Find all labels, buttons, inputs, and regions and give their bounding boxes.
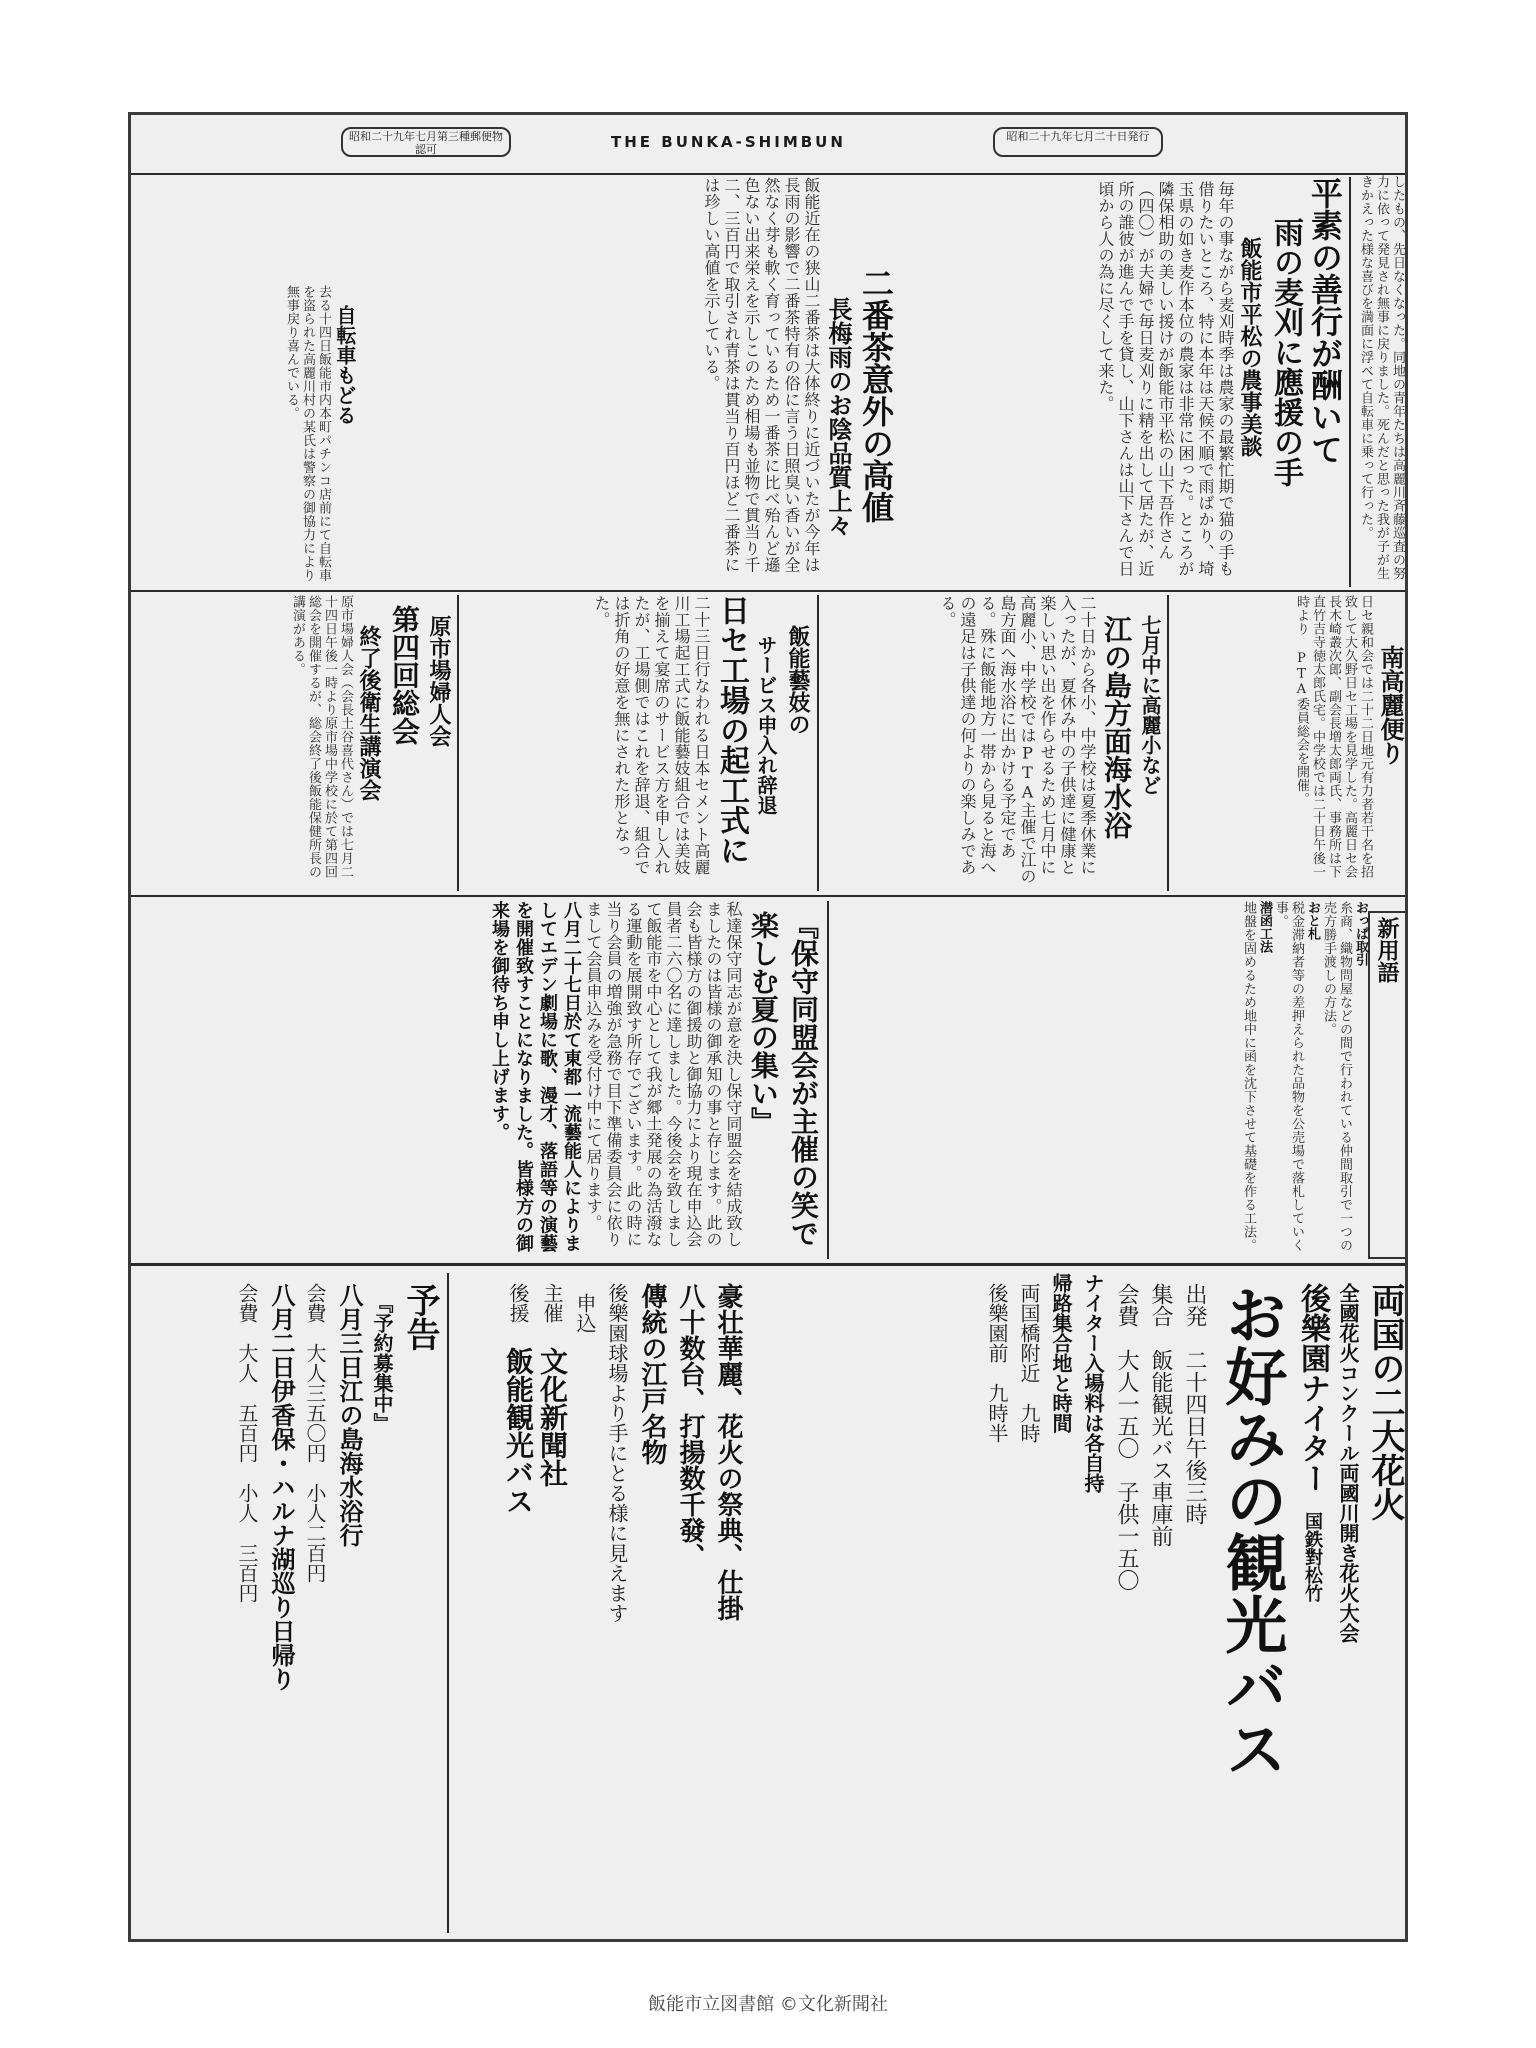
headline-sub: 七月中に高麗小など xyxy=(1138,615,1162,795)
article-body: 二十三日行なわれる日本セメント高麗川工場起工式に飯能藝妓組合では美妓を揃えて宴席のサービス方を申し入れたが、工場側ではこれを辞退、組合では折角の好意を無にされた形となった。 xyxy=(592,595,711,876)
gather-label: 集合 xyxy=(1148,1283,1173,1327)
article-a5 xyxy=(821,595,1165,891)
article-a7 xyxy=(139,595,455,891)
departure-value: 二十四日午後三時 xyxy=(1182,1349,1207,1525)
headline-org: 原市場婦人会 xyxy=(426,615,452,747)
masthead-left-box: 昭和二十九年七月第三種郵便物認可 xyxy=(341,127,511,157)
highlight-1: 豪壮華麗、花火の祭典、仕掛 xyxy=(713,1283,743,1621)
headline-pre: 飯能藝妓の xyxy=(785,625,811,735)
headline-sub: 雨の麦刈に應援の手 xyxy=(1268,217,1303,487)
ad-notice xyxy=(139,1273,443,1933)
sponsor-row xyxy=(535,1283,569,1933)
column-rule xyxy=(1167,595,1169,891)
article-a2 xyxy=(361,177,897,587)
ad-subline: 全國花火コンクール両國川開き花火大会 xyxy=(1336,1283,1360,1643)
headline-sub: 長梅雨のお陰品質上々 xyxy=(824,297,853,537)
term-1: おっぱ取引 xyxy=(1353,901,1368,966)
support-name: 飯能観光バス xyxy=(502,1347,535,1515)
fee-value: 大人一五〇 子供一五〇 xyxy=(1114,1349,1139,1591)
section-rule xyxy=(131,590,1408,592)
tour-fee-1: 会費 大人三五〇円 小人二百円 xyxy=(303,1283,327,1583)
masthead xyxy=(131,115,1405,175)
article-body: 私達保守同志が意を決し保守同盟会を結成致しましたのは皆様の御承知の事と存じます。此の会も皆様方の御援助と御協力により現在申込会員者二六〇名に達しました。今後会を致しまして飯能市を中心として我が郷土発展の為活潑なる運動を展開致す所存でございます。此の時に当り会員の増強が急務で目下準備委員会に依りまして会員申込みを受付け中にて居ります。 xyxy=(584,901,743,1248)
headline-main: 二番茶意外の高値 xyxy=(857,267,895,523)
tour-line-2: 八月二日伊香保・ハルナ湖巡り日帰り xyxy=(267,1283,296,1691)
gather-value: 飯能観光バス車庫前 xyxy=(1148,1349,1173,1547)
sponsor-name: 文化新聞社 xyxy=(536,1347,569,1487)
column-rule xyxy=(447,1273,449,1933)
article-body: 飯能近在の狭山二番茶は大体終りに近づいたが今年は長雨の影響で二番茶特有の俗に言う日照臭い香いが全然なく芽も軟く育っているため一番茶に比べ殆んど遜色ない出来栄えを示しこのため相場も並物で貫当り千二、三百円で取引され青茶は貫当り百円ほど二番茶には珍しい高値を示している。 xyxy=(702,177,821,573)
new-terms-box xyxy=(1368,911,1407,1259)
article-body: 二十日から各小、中学校は夏季休業に入ったが、夏休み中の子供達に健康と楽しい思い出を作らせるため七月中に高麗小、中学校ではPTA主催で江の島方面へ海水浴に出かける予定である。殊に飯能地方一帯から見ると海への遠足は子供達の何よりの楽しみである。 xyxy=(938,595,1097,885)
article-a9 xyxy=(139,901,823,1259)
support-row xyxy=(501,1283,535,1933)
article-body: 日セ親和会では二十二日地元有力者若干名を招致して大久野日セ工場を見学した。高麗日セ会長木崎叢次郎、副会長増太郎両氏、事務所は下直竹吉寺徳太郎氏宅。中学校では二十日午後一時より PTA委員総会を開催。 xyxy=(1294,595,1373,879)
headline-main: 江の島方面海水浴 xyxy=(1100,615,1133,839)
headline-main: 平素の善行が酬いて xyxy=(1306,177,1344,465)
ad-night-game xyxy=(1291,1283,1333,1933)
term-1-body: 糸商、織物問屋などの間で行われている仲間取引で一つの売方勝手渡しの方法。 xyxy=(1321,901,1352,1252)
headline-main: 日セ工場の起工式に xyxy=(714,595,749,865)
ad-fee xyxy=(1109,1283,1143,1933)
column-rule xyxy=(817,595,819,891)
departure-label: 出発 xyxy=(1182,1283,1207,1327)
ad-note: ナイター入場料は各自持 xyxy=(1081,1273,1105,1493)
ad-gather xyxy=(1143,1283,1177,1933)
article-a6 xyxy=(461,595,815,891)
event-notice: 八月二十七日於て東都一流藝能人によりましてエデン劇場に歌、漫才、落語等の演藝を開催致すことになりました。皆様方の御来場を御待ち申し上げます。 xyxy=(489,901,582,1253)
article-body: 原市場婦人会（会長土谷喜代さん）では七月二十四日午後一時より原市場中学校に於て第四回総会を開催するが、総会終了後飯能保健所長の講演がある。 xyxy=(290,595,353,879)
column-rule xyxy=(827,901,829,1259)
ad-return-2: 後樂園前 九時半 xyxy=(985,1283,1009,1443)
byline: 飯能市平松の農事美談 xyxy=(1237,237,1263,457)
ad-return-label: 帰路集合地と時間 xyxy=(1049,1273,1073,1433)
tour-line-1: 八月三日江の島海水浴行 xyxy=(335,1283,364,1547)
headline-sub: サービス申入れ辞退 xyxy=(754,635,778,815)
headline: 南高麗便り xyxy=(1376,645,1405,765)
article-a8 xyxy=(831,901,1407,1259)
ad-headline: 両国の二大花火 xyxy=(1365,1283,1405,1521)
highlight-4: 後樂園球場より手にとる様に見えます xyxy=(605,1283,629,1623)
column-rule xyxy=(457,595,459,891)
newspaper-page xyxy=(128,112,1408,1942)
highlight-3: 傳統の江戸名物 xyxy=(637,1283,667,1465)
article-a2b xyxy=(139,285,359,585)
headline: 新用語 xyxy=(1374,917,1400,983)
ad-highlights xyxy=(451,1273,747,1933)
notice-headline: 予告 xyxy=(400,1283,440,1351)
article-a3 xyxy=(1345,175,1405,585)
article-body: 毎年の事ながら麦刈時季は農家の最繁忙期で猫の手も借りたいところ、特に本年は天候不順で雨ばかり、埼玉県の如き麦作本位の農家は非常に困った。ところが隣保相助の美しい援けが飯能市平松の山下吾作さん（四〇）が夫婦で毎日麦刈りに精を出して居たが、近所の誰彼が進んで手を貸し、山下さんは山下さんで日頃から人の為に尽くして来た。 xyxy=(1096,181,1235,577)
headline-sub: 終了後衛生講演会 xyxy=(356,625,382,801)
apply-label: 申込 xyxy=(573,1293,597,1333)
section-rule xyxy=(131,1263,1408,1266)
ad-return-1: 両国橋附近 九時 xyxy=(1017,1283,1041,1443)
section-rule xyxy=(131,895,1408,897)
masthead-right-box: 昭和二十九年七月二十日発行 xyxy=(993,127,1163,157)
headline: 『保守同盟会が主催の笑で楽しむ夏の集い』 xyxy=(747,911,820,1247)
ad-line2-tail: 国鉄對松竹 xyxy=(1302,1512,1323,1602)
column-rule xyxy=(1349,177,1351,587)
term-2: おと札 xyxy=(1305,901,1320,940)
archive-credit: 飯能市立図書館 ©文化新聞社 xyxy=(648,1994,888,2015)
sponsor-label: 主催 xyxy=(540,1283,564,1323)
term-2-body: 税金滞納者等の差押えられた品物を公売場で落札していく事。 xyxy=(1273,901,1304,1252)
article-a1 xyxy=(901,177,1345,587)
article-body: したもの、先日なくなった。同地の青年たちは高麗川斉藤巡査の努力に依って発見され無事に戻りました。死んだと思った我が子が生きかえった様な喜びを満面に浮べて自転車に乗って行った。 xyxy=(1358,175,1405,580)
support-label: 後援 xyxy=(506,1283,530,1323)
headline: 自転車もどる xyxy=(333,305,357,425)
term-3-body: 地盤を固めるため地中に函を沈下させて基礎を作る工法。 xyxy=(1241,901,1256,1252)
article-body: 去る十四日飯能市内本町パチンコ店前にて自転車を盗られた高麗川村の某氏は警察の御協力により無事戻り喜んでいる。 xyxy=(284,285,331,582)
ad-big-title: お好みの観光バス xyxy=(1215,1283,1288,1779)
tour-fee-2: 会費 大人 五百円 小人 三百円 xyxy=(235,1283,259,1603)
ad-departure xyxy=(1177,1283,1211,1933)
fee-label: 会費 xyxy=(1114,1283,1139,1327)
headline-main: 第四回総会 xyxy=(388,605,421,745)
ad-line2: 後樂園ナイター xyxy=(1295,1283,1330,1493)
article-a4 xyxy=(1171,595,1407,891)
ad-tour xyxy=(751,1273,1407,1933)
term-3: 潜函工法 xyxy=(1257,901,1272,953)
masthead-title: THE BUNKA-SHIMBUN xyxy=(611,133,846,151)
notice-tag: 『予約募集中』 xyxy=(370,1293,394,1433)
highlight-2: 八十数台、打揚数千發、 xyxy=(675,1283,705,1569)
